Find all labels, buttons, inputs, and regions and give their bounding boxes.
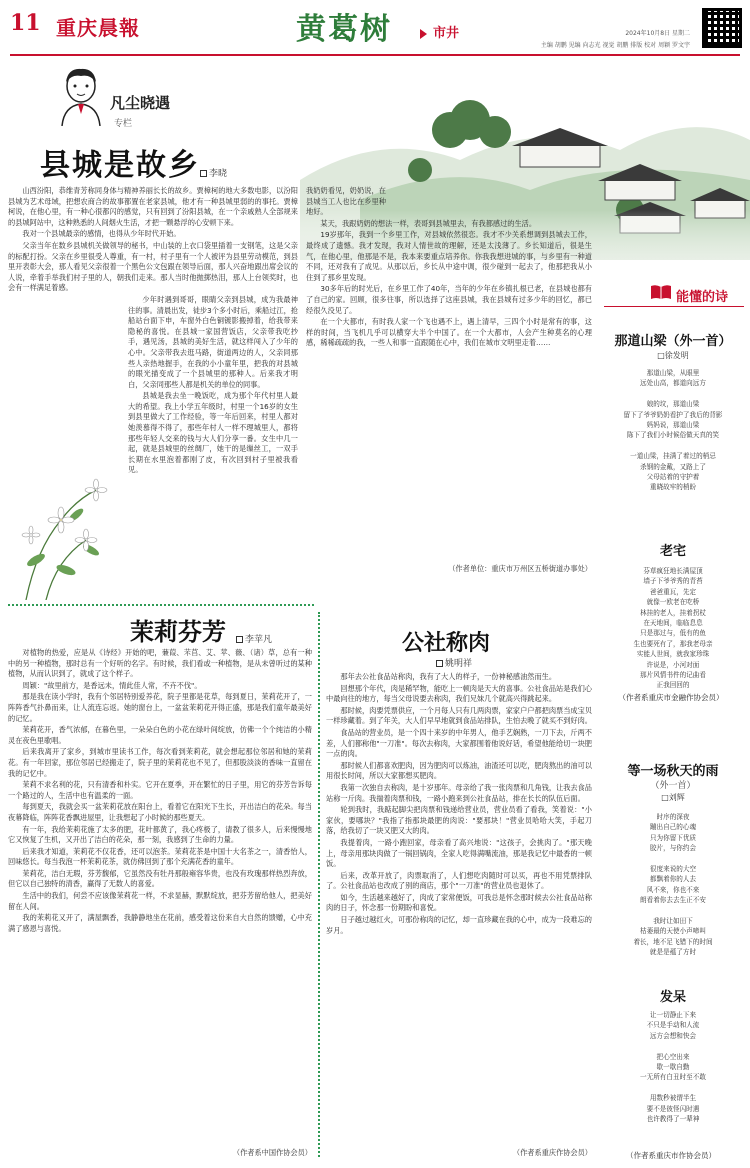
poem-note: （作者系重庆市金融作协会员）	[618, 693, 724, 702]
poem-line: 着长，地不足飞错下的时间	[633, 937, 713, 946]
poem-line: 正我回回的	[656, 681, 690, 690]
poem-line: 就是是蕴了方时	[649, 948, 697, 957]
paragraph: 如今，生活越来越好了，肉成了家常便饭，可我总是怀念那时候去公社食品站称肉的日子，怀念那一份期盼和喜悦。	[326, 892, 592, 913]
poetry-rule	[604, 306, 744, 307]
paragraph: 轮到我时，我踮起脚尖把肉票和钱递给营业员，营业员看了看我，笑着说："小家伙，要哪块？"我指了指那块最肥的肉说："要那块！"营业员哈哈大笑，手起刀落，给我切了一块又肥又大的肉。	[326, 805, 592, 836]
paragraph: 茉莉不求名利的花，只有清香和朴实。它开在夏季，开在繁忙的日子里，用它的芬芳告诉每一个路过的人，生活中也有温柔的一面。	[8, 780, 312, 800]
poem-body	[608, 566, 738, 691]
poem-line: 胶片，与你约会	[649, 844, 697, 853]
poem-line: 那道山梁，从眼里	[646, 369, 700, 377]
poem-line: 让一切静止下来	[649, 1011, 697, 1019]
paragraph: 少年时遇到哥哥，眼睛父亲到县城，成为我最神往的事。清晨出发，徒步3个多小时后，乘船过江，抢船站台面下申，车窗外白色铜镀影搬掉着，给我带来隐秘的喜悦。在县城一家国营饭店，父亲带我吃抄手，遇见汤，县城的美好生活，就这样闯入了少年的心中。父亲带我去逛马路，街道两边的人，父亲同那些人亲热地握手，在我的小小童年里，把我的对县城的眼光描变成了一个县城里的那种人。后来我才明白，父亲同那些人都是机关的单位的同事。	[128, 294, 298, 389]
paragraph: 我第一次独自去称肉，是十岁那年。母亲给了我一张肉票和几角钱，让我去食品站称一斤肉。我揣着肉票和钱，一路小跑来到公社食品站，排在长长的队伍后面。	[326, 782, 592, 803]
article-body	[8, 648, 312, 1144]
poem-line: 我时让如田下	[653, 917, 693, 926]
poem-line: 只为你留下优质	[649, 833, 697, 842]
paragraph: 在一个大都市，有时我人家一个飞也遇不上，遇上清早，三四个小时是常有的事，这样的时间，当飞机几乎可以横穿大半个中国了。在一个大都市，人会产生种莫名的心理感，稀稀疏疏的我，一些人和事一直跟随在心中，我们在城市文明里走着……	[306, 317, 592, 348]
poem-subtitle: （外一首）	[650, 781, 696, 791]
poem-line	[608, 854, 738, 864]
poem-line: 陈下了我们小时候俗做天真的笑	[626, 431, 720, 440]
poem-line: 远方会想和快会	[649, 1031, 697, 1040]
poem-line: 娘的坟，那道山梁	[646, 400, 700, 409]
editors-line: 主编 胡鹏 见编 向志光 视觉 胡鹏 排版 校对 周颖 罗文宇	[540, 42, 690, 49]
paragraph: 后来我离开了家乡，到城市里读书工作，每次看到茉莉花，就会想起那位邻居和她的茉莉花。有一年回家，那位邻居已经搬走了，院子里的茉莉花也不见了，但那股淡淡的香味一直留在我的记忆中。	[8, 747, 312, 778]
paragraph: 有一年，我给茉莉花施了太多的肥，花叶都黄了，我心疼极了，请教了很多人，后来慢慢地它又恢复了生机，又开出了洁白的花朵，那一刻，我感到了生命的力量。	[8, 824, 312, 845]
poem-line: 不只是手动和人流	[646, 1021, 700, 1030]
masthead-rule	[10, 54, 740, 56]
paragraph: 后来，改革开放了，肉票取消了，人们想吃肉随时可以买，再也不用凭票排队了。公社食品站也改成了别的商店，那个"一刀准"的营业员也退休了。	[326, 870, 592, 891]
column-tag: 专栏	[114, 119, 133, 129]
jasmine-illustration	[6, 460, 116, 600]
poem-line: 很度来说的大空	[649, 865, 697, 874]
poem-line: 生也要死有了，那我老母亲	[633, 639, 713, 648]
article-body-continued	[306, 186, 592, 578]
poetry-column-title: 能懂的诗	[676, 290, 729, 305]
paragraph: 那时候，肉要凭票供应，一个月每人只有几两肉票，家家户户都把肉票当成宝贝一样珍藏着。到了年关，大人们早早地就到食品站排队，生怕去晚了就买不到好肉。	[326, 705, 592, 726]
poem-author: □徐发明	[657, 351, 689, 360]
poem-line: 父母站着的守护着	[646, 473, 700, 482]
paragraph: 对植物的热爱，应是从《诗经》开始的吧，蒹葭、芣苢、艾、苹、薇、（诸）草，总有一种中的另一种植物，那时总有一个好听的名字。有时候，我们看或一种植物，是从未曾听过的某种植物，从而认识到了，就成了这个样子。	[8, 648, 312, 679]
poem-title: 老宅	[659, 544, 686, 559]
poem-line: 一无所有白丑时至不敢	[640, 1073, 706, 1082]
poem-line: 林挂的老人，挂着拐杖	[640, 608, 706, 617]
poem-line: 墙子下爷爷秀的青苔	[643, 577, 703, 586]
article-body	[326, 672, 592, 1144]
paragraph: 县城是我去坐一晚饭吃，成为那个年代村里人最大的希望。我上小学五年级时，村里一个16岁的女生到县里做大了工作经验，等一年后回来，村里人都对她羡慕得不得了，那些年村人一样不理城里人，都将那些年轻人交来的钱与大人们分享一番。女生中几一起，就是县城里的丝绸厂，她干的是缫丝工，一双手长期在水里泡着都刚了皮，有次回到村子里被我看见。	[128, 391, 298, 475]
paragraph: 日子越过越红火，可那份称肉的记忆，却一直珍藏在我的心中，成为一段难忘的岁月。	[326, 915, 592, 935]
paragraph: 那时候人们都喜欢肥肉，因为肥肉可以炼油，油渣还可以吃，肥肉熬出的油可以用很长时间，所以大家都想买肥肉。	[326, 760, 592, 781]
author-note: （作者系重庆作协会员）	[512, 1148, 592, 1157]
paper-name: 重庆晨報	[56, 16, 140, 40]
paragraph: 食品站的营业员，是一个四十来岁的中年男人，他手艺娴熟，一刀下去，斤两不差，人们都称他"一刀准"。每次去称肉，大家都围着他说好话，希望他能给切一块肥一点的肉。	[326, 727, 592, 759]
article-title: 茉莉芬芳	[130, 617, 226, 646]
poem-line	[608, 389, 738, 399]
poem-line	[608, 906, 738, 916]
poem-line: 朗看着你去去生正不安	[640, 896, 706, 905]
paragraph: 我对一个县城最亲的感情，也得从少年时代开始。	[22, 229, 181, 239]
book-icon	[650, 284, 672, 300]
poem-line: 杀钢的金戴，又路上了	[640, 462, 706, 471]
section-divider	[8, 604, 314, 606]
paragraph: 周颖："故里前方，是香远未，情此佳人常，不卉不伐"。	[22, 680, 202, 690]
section-name: 黄葛树	[296, 12, 392, 47]
paragraph: 每到夏天，我就会买一盆茉莉花放在阳台上，看着它在阳光下生长，开出洁白的花朵。每当夜幕降临，阵阵花香飘进屋里，让我想起了小时候的那些夏天。	[8, 802, 312, 822]
poem-line: 只是那过与，低有的鱼	[640, 629, 706, 638]
paragraph: 山西汾阳，恭维青芳称同身体与精神养丽长长的故乡。贾樟柯的地大多数电影，以汾阳县城为艺术母域，把想农商合的故事都置在老家县城，他才有一种县城里弱的的事托。贾樟柯说，在他心里，有一种心很都闪的感觉，只有回到了汾阳县城，在一个亲戚熟人全部规来的县城阿站中，这种熟悉的人间烟火生活，才把一颗悬浮的心安顿下来。	[8, 186, 298, 227]
poem-body	[608, 1010, 738, 1124]
poem-line: 用数秒被谓半生	[649, 1094, 697, 1103]
issue-date: 2024年10月8日 星期二	[625, 30, 690, 37]
column-divider	[318, 612, 320, 1157]
poem-body	[608, 812, 738, 958]
poem-note: （作者系重庆市作协会员）	[626, 1151, 716, 1160]
poem-line: 枯萎最的天使小声啼叫	[640, 927, 706, 936]
poem-line: 蹦出自己的心魂	[649, 823, 697, 832]
poem-line: 远处山高，都道向远方	[640, 379, 706, 388]
article-byline: 李晓	[200, 166, 227, 179]
paragraph: 后来我才知道，茉莉花不仅花香，还可以泡茶。茉莉花茶是中国十大名茶之一，清香怡人，回味悠长。每当我泡一杯茉莉花茶，就仿佛回到了那个充满花香的童年。	[8, 846, 312, 867]
article-title: 公社称肉	[402, 630, 491, 656]
paragraph: 我提着肉，一路小跑回家，母亲看了高兴地说："这孩子，会挑肉了。"那天晚上，母亲用那块肉做了一锅回锅肉，全家人吃得满嘴流油，那是我记忆中最香的一顿饭。	[326, 837, 592, 869]
poem-line: 把心空出来	[656, 1052, 690, 1061]
poem-line: 妈妈说，那道山梁	[646, 421, 700, 430]
section-tag: 市井	[420, 22, 459, 41]
poem-author: □刘辉	[661, 793, 685, 802]
poem-line	[608, 1083, 738, 1093]
author-note: （作者单位：重庆市万州区五桥街道办事处）	[448, 564, 592, 573]
poem-title: 那道山梁（外一首）	[614, 334, 732, 349]
article-byline: 李苹凡	[236, 632, 272, 645]
paragraph: 我奶奶看见，奶奶说，在县城当工人也比在乡里种地好。	[306, 186, 386, 217]
poem-line: 实能人世间，就我家珍珠	[636, 650, 710, 659]
poem-line: 就像一欧老在吃桥	[646, 598, 700, 607]
poem-line	[608, 441, 738, 451]
poem-line: 许说是，小河对面	[646, 660, 700, 669]
poem-line: 那片风情书件的记曲看	[640, 671, 706, 680]
author-note: （作者系中国作协会员）	[232, 1148, 312, 1157]
masthead	[0, 0, 750, 56]
poem-line: 要不是彼怪闪时遇	[646, 1104, 700, 1113]
poem-line: 都飘着你的人去	[649, 875, 697, 884]
paragraph: 30多年后的时光后，在乡里工作了40年，当年的少年在乡镇扎根已老，在县城也都有了自己的家。回顾，很多往事，所以选择了这座县城，我在县城有过多少年的回忆，都已经很久没见了。	[306, 284, 592, 315]
poem-line: 重晓故牢的梢盼	[649, 483, 697, 492]
paragraph: 茉莉花，洁白无瑕，芬芳馥郁，它虽然没有牡丹那般雍容华贵，也没有玫瑰那样热烈奔放，但它以自己独特的清香，赢得了无数人的喜爱。	[8, 868, 312, 889]
article-byline: 姚明祥	[436, 656, 472, 669]
poem-line	[608, 1041, 738, 1051]
paragraph: 生活中的我们，何尝不应该像茉莉花一样，不求显赫，默默绽放，把芬芳留给他人，把美好留在人间。	[8, 891, 312, 911]
column-name: 凡尘晓遇	[110, 94, 171, 112]
page-number: 11	[10, 10, 41, 36]
poem-title: 发呆	[659, 990, 686, 1005]
arrow-icon	[420, 29, 430, 39]
article-title: 县城是故乡	[40, 148, 200, 183]
paragraph: 某天，我跟奶奶的想法一样，表哥到县城里去，有我都感过的生活。	[320, 218, 537, 228]
poem-line: 在天地间，临临息息	[643, 619, 703, 628]
poem-line: 爸爸重瓦，先定	[649, 587, 697, 596]
paragraph: 那是我在读小学时，我有个邻居特别爱养花，院子里都是花草，每到夏日，茉莉花开了，一阵阵香气扑鼻而来，让人流连忘返。她的窗台上，一盆盆茉莉花开得正盛，那是我们童年最美好的记忆。	[8, 692, 312, 723]
paragraph: 我的茉莉花又开了，满屋飘香，我静静地坐在花前，感受着这份来自大自然的馈赠，心中充满了感恩与喜悦。	[8, 913, 312, 933]
poem-title: 等一场秋天的雨	[627, 764, 719, 779]
paragraph: 回想那个年代，肉是稀罕物，能吃上一顿肉是天大的喜事。公社食品站是我们心中最向往的地方，每当父母说要去称肉，我们兄妹几个就高兴得跳起来。	[326, 683, 592, 704]
qr-code-icon	[702, 8, 742, 48]
poem-line: 也许教得了一辈神	[646, 1115, 700, 1124]
poem-line: 风不来，你也不来	[646, 885, 700, 894]
poem-line: 留下了爷爷奶奶看护了我后的背影	[623, 410, 723, 419]
paragraph: 19岁那年，我到一个乡里工作，对县城依然很恋。我才不少关系想调到县城去工作，最终成了遗憾。我才发现，我对人情世故的理解，还是太浅薄了。乡长知道后，很是生气，在他心里，他那是不是，我本来要重点培养你。你我我想进城的事，与乡里有一种道不同，还对我有了成见。从那以后，乡长从中途中调，很少碰到一起去了，他那把我从小住到了那乡里发现。	[306, 230, 592, 282]
poem-line: 一道山梁，挂满了着过的梢忌	[630, 452, 716, 461]
poem-line: 歇一歇自勤	[656, 1063, 690, 1072]
columnist-avatar	[56, 64, 106, 126]
poem-body	[608, 368, 738, 493]
poem-line: 时序的深夜	[656, 813, 690, 821]
paragraph: 那年去公社食品站称肉，我有了大人的样子，一份神秘感油然而生。	[340, 672, 557, 681]
poem-line: 芬草疯狂地长满屋顶	[643, 567, 703, 575]
paragraph: 父亲当年在数乡县城机关做领导的秘书，中山装的上衣口袋里插着一支钢笔，这是父亲的标配打扮。父亲在乡里很受人尊重，有一村，村子里有一个人被评为县里劳动模范，到县里开表彰大会，那人看见父亲很着一个黑色公文包跟在领导后面，那人兴奋地跟出席会议的人说，牵着手举我们村子里的人，朝我们走来。那人当时他抛掷热泪，那人上台领奖时，也会有一样满足着感。	[8, 240, 298, 293]
paragraph: 茉莉花开，香气浓郁，在暮色里，一朵朵白色的小花在绿叶间绽放，仿佛一个个纯洁的小精灵在夜色里歌唱。	[8, 725, 312, 745]
